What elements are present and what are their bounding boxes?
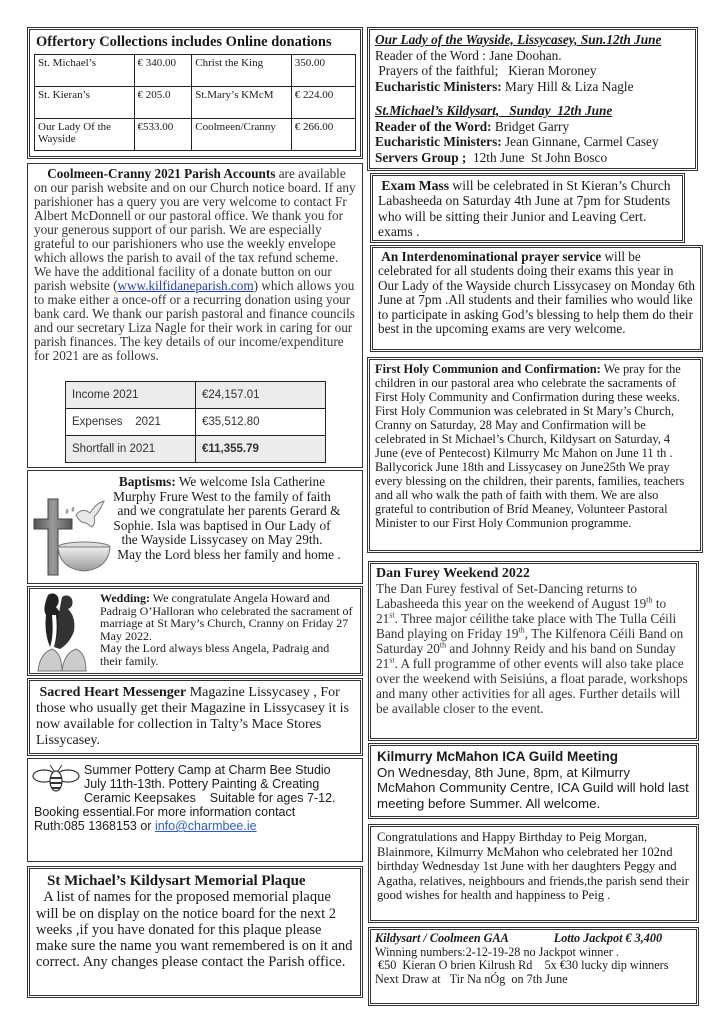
reader-name: Bridget Garry bbox=[491, 118, 570, 134]
dan-furey-text: The Dan Furey festival of Set-Dancing returns to Labasheeda this year on the weekend of August 19th to 21st. Three major céilithe take place with The Tulla Céili Band playing on Friday 19th, The Kilfenora Céili Band on Saturday 20th and Johnny Reidy and his band on Sunday 21st. A full programme of other events will also take place over the weekend with Seisiúns, a float parade, workshops and many other activities for all ages. Further details will be available closer to the event. bbox=[376, 581, 688, 716]
baptisms-line: May the Lord bless her family and home . bbox=[117, 546, 341, 562]
pottery-email-link[interactable]: info@charmbee.ie bbox=[154, 819, 257, 833]
parish-name: Christ the King bbox=[192, 55, 292, 87]
baptism-cross-dove-font-icon bbox=[32, 497, 116, 577]
gaa-club: Kildysart / Coolmeen GAA bbox=[375, 931, 509, 945]
sacred-heart-text bbox=[36, 685, 354, 749]
row-label: Income 2021 bbox=[66, 382, 196, 409]
row-value: €24,157.01 bbox=[196, 382, 326, 409]
ica-text: On Wednesday, 8th June, 8pm, at Kilmurry McMahon Community Centre, ICA Guild will hold last meeting before Summer. All welcome. bbox=[377, 764, 689, 811]
wedding-text bbox=[100, 592, 354, 642]
kildysart-servers bbox=[375, 150, 690, 166]
row-label: Expenses 2021 bbox=[66, 409, 196, 436]
reader-label: Reader of the Word: bbox=[375, 118, 492, 134]
parish-name: Our Lady Of the Wayside bbox=[35, 119, 135, 151]
gaa-heading bbox=[375, 932, 692, 946]
exam-mass-heading: Exam Mass bbox=[381, 178, 449, 193]
gaa-lotto-box bbox=[368, 927, 699, 1006]
row-value: €11,355.79 bbox=[196, 436, 326, 463]
sacred-heart-messenger-box bbox=[27, 678, 363, 756]
accounts-heading: Coolmeen-Cranny 2021 Parish Accounts bbox=[47, 166, 276, 181]
bee-icon bbox=[31, 763, 81, 795]
lissycasey-prayers: Prayers of the faithful; Kieran Moroney bbox=[375, 63, 597, 78]
servers-group: 12th June St John Bosco bbox=[466, 149, 608, 165]
baptisms-line: and we congratulate her parents Gerard & bbox=[117, 503, 341, 519]
table-row bbox=[66, 409, 326, 436]
prayer-service-body: will be celebrated for all students doing their exams this year in Our Lady of the Wayside church Lissycasey on Monday 6th June at 7pm .All students and their families who would like to participate in asking God’s blessing to help them do their best in the upcoming exams are very welcome. bbox=[378, 249, 695, 337]
amount: € 266.00 bbox=[291, 119, 355, 151]
pottery-line: Summer Pottery Camp at Charm Bee Studio bbox=[84, 763, 331, 777]
prayer-service-box bbox=[370, 245, 703, 352]
wedding-box bbox=[27, 586, 363, 676]
amount: 350.00 bbox=[291, 55, 355, 87]
ministers-names: Mary Hill & Liza Nagle bbox=[501, 78, 634, 94]
table-row bbox=[35, 87, 356, 119]
table-row bbox=[66, 382, 326, 409]
birthday-text: Congratulations and Happy Birthday to Peig Morgan, Blainmore, Kilmurry McMahon who celebrated her 102nd birthday Wednesday 1st June with her daughters Peggy and Agatha, relatives, neighbours and friends,the parish send their good wishes for health and happiness to Peig . bbox=[377, 830, 689, 902]
ministers-names: Jean Ginnane, Carmel Casey bbox=[501, 134, 659, 149]
baptisms-heading: Baptisms: bbox=[118, 474, 176, 489]
parish-name: St.Mary’s KMcM bbox=[192, 87, 292, 119]
servers-label: Servers Group ; bbox=[375, 149, 467, 165]
ica-heading: Kilmurry McMahon ICA Guild Meeting bbox=[377, 749, 619, 764]
exam-mass-box bbox=[370, 173, 685, 243]
winning-numbers: Winning numbers:2-12-19-28 no Jackpot winner . bbox=[375, 944, 619, 959]
pottery-phone: Ruth:085 1368153 or bbox=[34, 819, 155, 833]
lotto-jackpot: Lotto Jackpot € 3,400 bbox=[553, 931, 663, 945]
first-communion-box bbox=[367, 357, 703, 553]
parish-accounts-box bbox=[27, 163, 363, 468]
parish-name: Coolmeen/Cranny bbox=[192, 119, 292, 151]
exam-mass-body: will be celebrated in St Kieran’s Church Labasheeda on Saturday 4th June at 7pm for Students who will be sitting their Junior and Leaving Cert. exams . bbox=[378, 178, 671, 240]
communion-heading: First Holy Communion and Confirmation: bbox=[375, 362, 601, 376]
ministers-label: Eucharistic Ministers: bbox=[375, 134, 502, 149]
amount: € 205.0 bbox=[134, 87, 192, 119]
wedding-heading: Wedding: bbox=[100, 591, 151, 605]
baptisms-box bbox=[27, 470, 363, 584]
pottery-contact bbox=[34, 819, 356, 833]
communion-text bbox=[375, 362, 695, 530]
lissycasey-rota-heading: Our Lady of the Wayside, Lissycasey, Sun.12th June bbox=[375, 32, 662, 47]
table-row bbox=[35, 119, 356, 151]
plaque-body: A list of names for the proposed memorial plaque will be on display on the notice board for the next 2 weeks ,if you have donated for this plaque please make sure the name you want remembered is on it and correct. Any changes please contact the Parish office. bbox=[36, 889, 353, 971]
kildysart-rota-heading: St.Michael’s Kildysart, Sunday 12th June bbox=[375, 103, 613, 118]
row-label: Shortfall in 2021 bbox=[66, 436, 196, 463]
parish-name: St. Michael’s bbox=[35, 55, 135, 87]
parish-name: St. Kieran’s bbox=[35, 87, 135, 119]
baptisms-text bbox=[88, 475, 356, 563]
table-row bbox=[66, 436, 326, 463]
baptisms-line: We welcome Isla Catherine bbox=[175, 474, 326, 489]
communion-body: We pray for the children in our pastoral area who celebrate the sacraments of First Holy Community and Confirmation during these weeks. First Holy Communion was celebrated in St Mary’s Church, Cranny on Saturday, 28 May and Confirmation will be celebrated in St Michael’s Church, Kildysart on Saturday, 4 June (eve of Pentecost) Kilmurry Mc Mahon on June 11 th . Ballycorick June 18th and Lissycasey on June25th We pray every blessing on the children, their parents, families, teachers and all who walk the path of faith with them. We are also grateful to contribution of Bríd Meaney, Volunteer Pastoral Minister to our First Holy Communion programme. bbox=[375, 362, 685, 530]
next-draw: Next Draw at Tir Na nÓg on 7th June bbox=[375, 971, 568, 986]
wedding-body: We congratulate Angela Howard and Padraig O’Halloran who celebrated the sacrament of marriage at St Mary’s Church, Cranny on Friday 27 May 2022. bbox=[100, 591, 353, 643]
prayer-service-heading: An Interdenominational prayer service bbox=[381, 249, 602, 264]
kildysart-ministers bbox=[375, 134, 690, 150]
offertory-collections-box bbox=[27, 27, 363, 159]
offertory-title: Offertory Collections includes Online donations bbox=[36, 34, 332, 50]
amount: € 224.00 bbox=[291, 87, 355, 119]
pottery-booking: Booking essential.For more information contact bbox=[34, 805, 296, 819]
pottery-line: Ceramic Keepsakes Suitable for ages 7-12. bbox=[84, 791, 336, 805]
income-expenditure-table bbox=[65, 381, 326, 463]
parish-website-link[interactable]: www.kilfidaneparish.com bbox=[117, 278, 254, 293]
offertory-table bbox=[34, 54, 356, 151]
ica-guild-meeting-box bbox=[368, 743, 699, 819]
wedding-blessing: May the Lord always bless Angela, Padraig and their family. bbox=[100, 641, 330, 668]
dan-furey-heading: Dan Furey Weekend 2022 bbox=[376, 566, 530, 581]
sacred-heart-heading: Sacred Heart Messenger bbox=[39, 685, 187, 700]
prayer-service-text bbox=[378, 250, 695, 336]
row-value: €35,512.80 bbox=[196, 409, 326, 436]
accounts-body-cont: ) which allows you to make either a once-off or a recurring donation using your bank card. We thank our parish pastoral and finance councils and our secretary Liza Nagle for their work in caring for our parish finances. The key details of our income/expenditure for 2021 are as follows. bbox=[34, 278, 355, 363]
memorial-plaque-box bbox=[27, 866, 363, 998]
baptisms-line: Sophie. Isla was baptised in Our Lady of bbox=[113, 517, 331, 533]
sacred-heart-body: Magazine Lissycasey , For those who usually get their Magazine in Lissycasey it is now available for collection in Talty’s Mace Stores Lissycasey. bbox=[36, 685, 349, 748]
lissycasey-ministers bbox=[375, 79, 690, 95]
pottery-camp-box bbox=[27, 758, 363, 862]
dan-furey-weekend-box bbox=[368, 561, 699, 741]
exam-mass-text bbox=[378, 178, 677, 240]
table-row bbox=[35, 55, 356, 87]
kildysart-reader bbox=[375, 119, 690, 135]
plaque-heading: St Michael’s Kildysart Memorial Plaque bbox=[47, 873, 306, 889]
pottery-line: July 11th-13th. Pottery Painting & Creating bbox=[84, 777, 320, 791]
accounts-text bbox=[34, 167, 356, 363]
amount: € 340.00 bbox=[134, 55, 192, 87]
plaque-text bbox=[36, 889, 354, 970]
accounts-body: are available on our parish website and on our Church notice board. If any parishioner has a query you are very welcome to contact Fr Albert McDonnell or our pastoral office. We thank you for your generous support of our parish. We are especially grateful to our parishioners who use the weekly envelope which allows the parish to avail of the tax refund scheme. We have the additional facility of a donate button on our parish website ( bbox=[34, 166, 356, 293]
lissycasey-reader: Reader of the Word : Jane Doohan. bbox=[375, 47, 562, 63]
ministers-label: Eucharistic Ministers: bbox=[375, 78, 502, 94]
baptisms-line: Murphy Frure West to the family of faith bbox=[113, 488, 331, 504]
baptisms-line: the Wayside Lissycasey on May 29th. bbox=[121, 532, 323, 548]
mass-rota-box bbox=[367, 27, 698, 171]
wedding-couple-bells-icon bbox=[32, 591, 92, 675]
amount: €533.00 bbox=[134, 119, 192, 151]
lotto-winners: €50 Kieran O brien Kilrush Rd 5x €30 lucky dip winners bbox=[375, 958, 669, 973]
birthday-box bbox=[368, 824, 699, 923]
